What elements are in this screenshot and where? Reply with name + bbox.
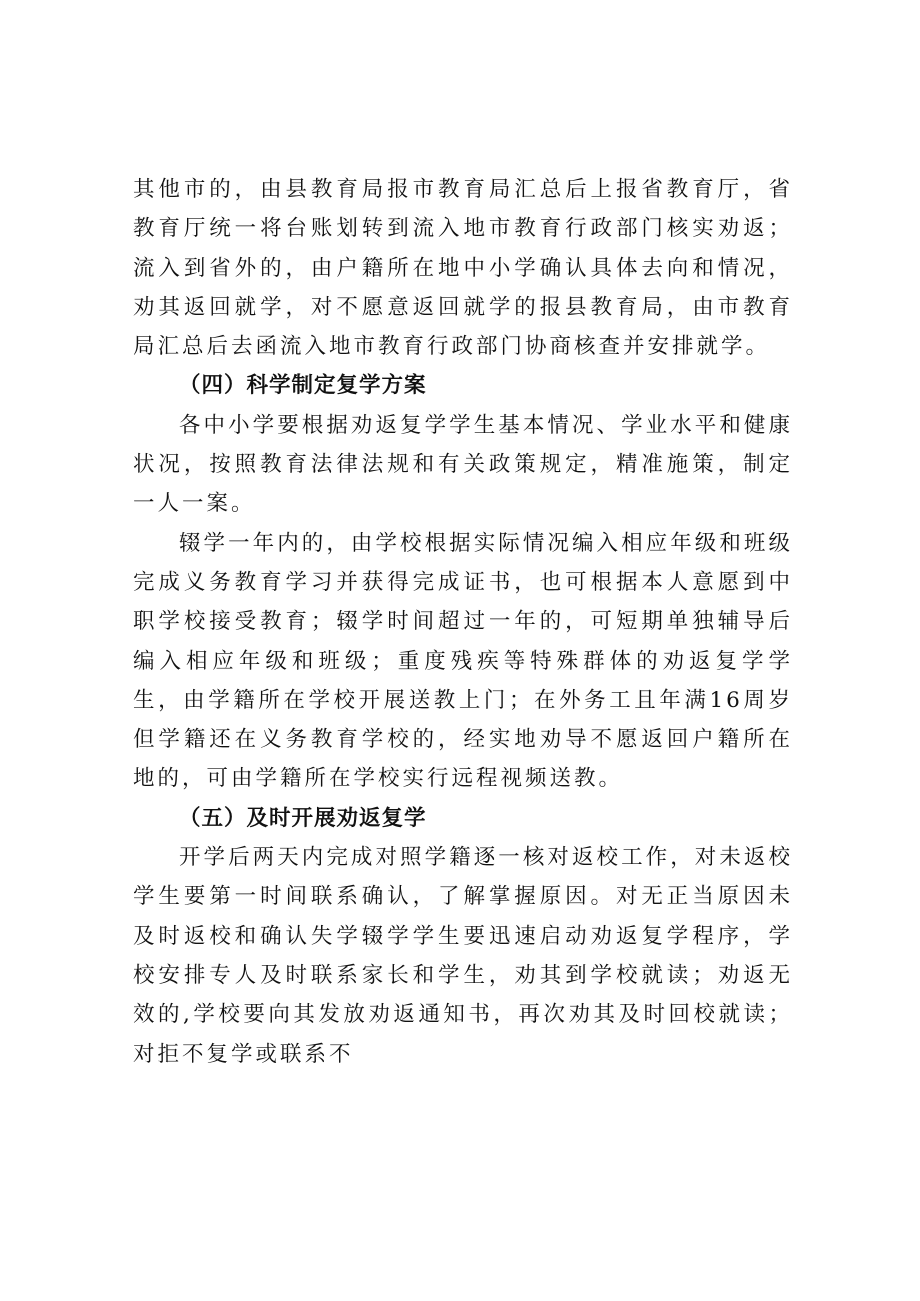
paragraph-resumption-plan: 各中小学要根据劝返复学学生基本情况、学业水平和健康状况，按照教育法律法规和有关政策规定，精准施策，制定一人一案。 [133, 412, 793, 517]
paragraph-timely-persuasion: 开学后两天内完成对照学籍逐一核对返校工作，对未返校学生要第一时间联系确认，了解掌握原因。对无正当原因未及时返校和确认失学辍学学生要迅速启动劝返复学程序，学校安排专人及时联系家长和学生，劝其到学校就读；劝返无效的,学校要向其发放劝返通知书，再次劝其及时回校就读；对拒不复学或联系不 [133, 845, 793, 1067]
document-body [133, 170, 793, 1074]
paragraph-continued-transfer: 其他市的，由县教育局报市教育局汇总后上报省教育厅，省教育厅统一将台账划转到流入地市教育行政部门核实劝返；流入到省外的，由户籍所在地中小学确认具体去向和情况，劝其返回就学，对不愿意返回就学的报县教育局，由市教育局汇总后去函流入地市教育行政部门协商核查并安排就学。 [133, 177, 793, 360]
section-heading-5: （五）及时开展劝返复学 [179, 805, 427, 831]
paragraph-dropout-placement: 辍学一年内的，由学校根据实际情况编入相应年级和班级完成义务教育学习并获得完成证书，也可根据本人意愿到中职学校接受教育；辍学时间超过一年的，可短期单独辅导后编入相应年级和班级；重度残疾等特殊群体的劝返复学学生，由学籍所在学校开展送教上门；在外务工且年满16周岁但学籍还在义务教育学校的，经实地劝导不愿返回户籍所在地的，可由学籍所在学校实行远程视频送教。 [133, 530, 793, 792]
section-heading-4: （四）科学制定复学方案 [179, 373, 427, 399]
